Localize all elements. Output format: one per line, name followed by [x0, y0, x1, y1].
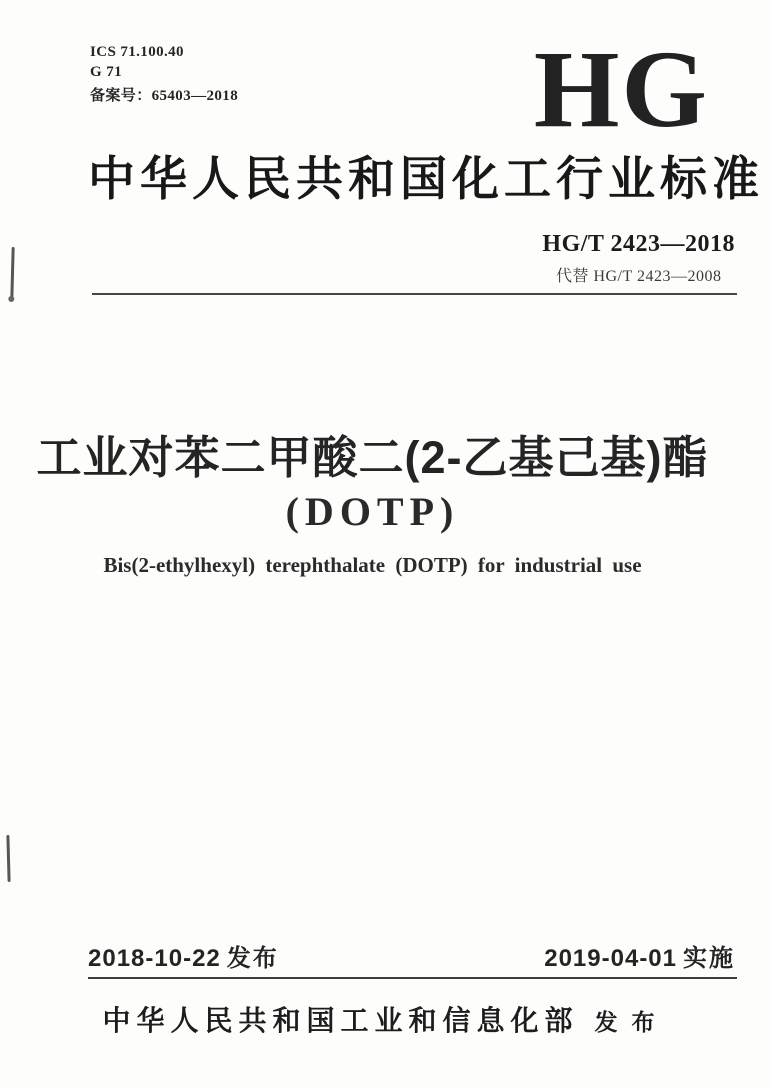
footer-divider [88, 977, 737, 979]
spine-scan-mark-bottom [6, 835, 10, 882]
hg-logo: HG [533, 28, 709, 150]
main-title-block [0, 433, 745, 534]
category-code: G 71 [90, 64, 123, 80]
standard-number: HG/T 2423—2018 [542, 231, 735, 257]
implement-date: 2019-04-01 [544, 945, 677, 972]
document-meta [90, 42, 238, 106]
title-chinese: 工业对苯二甲酸二(2-乙基己基)酯 [36, 432, 709, 483]
spine-scan-mark-top [10, 247, 14, 299]
publisher-action: 发布 [594, 1010, 669, 1035]
header-divider [92, 293, 737, 295]
title-english: Bis(2-ethylhexyl) terephthalate (DOTP) for industrial use [103, 553, 642, 577]
record-number: 备案号：65403—2018 [90, 88, 239, 104]
publisher-line [0, 999, 771, 1039]
ics-code: ICS 71.100.40 [90, 44, 184, 60]
issue-label: 发布 [226, 945, 279, 972]
issue-date: 2018-10-22 [88, 945, 221, 972]
implement-date-line [544, 945, 735, 973]
standard-number-block [542, 231, 735, 286]
implement-label: 实施 [683, 945, 735, 972]
issue-date-line [88, 945, 279, 973]
publisher-name: 中华人民共和国工业和信息化部 [102, 1006, 579, 1037]
banner-title: 中华人民共和国化工行业标准 [88, 154, 764, 206]
standard-replaces: 代替 HG/T 2423—2008 [555, 268, 722, 285]
title-dotp: (DOTP) [285, 489, 460, 534]
